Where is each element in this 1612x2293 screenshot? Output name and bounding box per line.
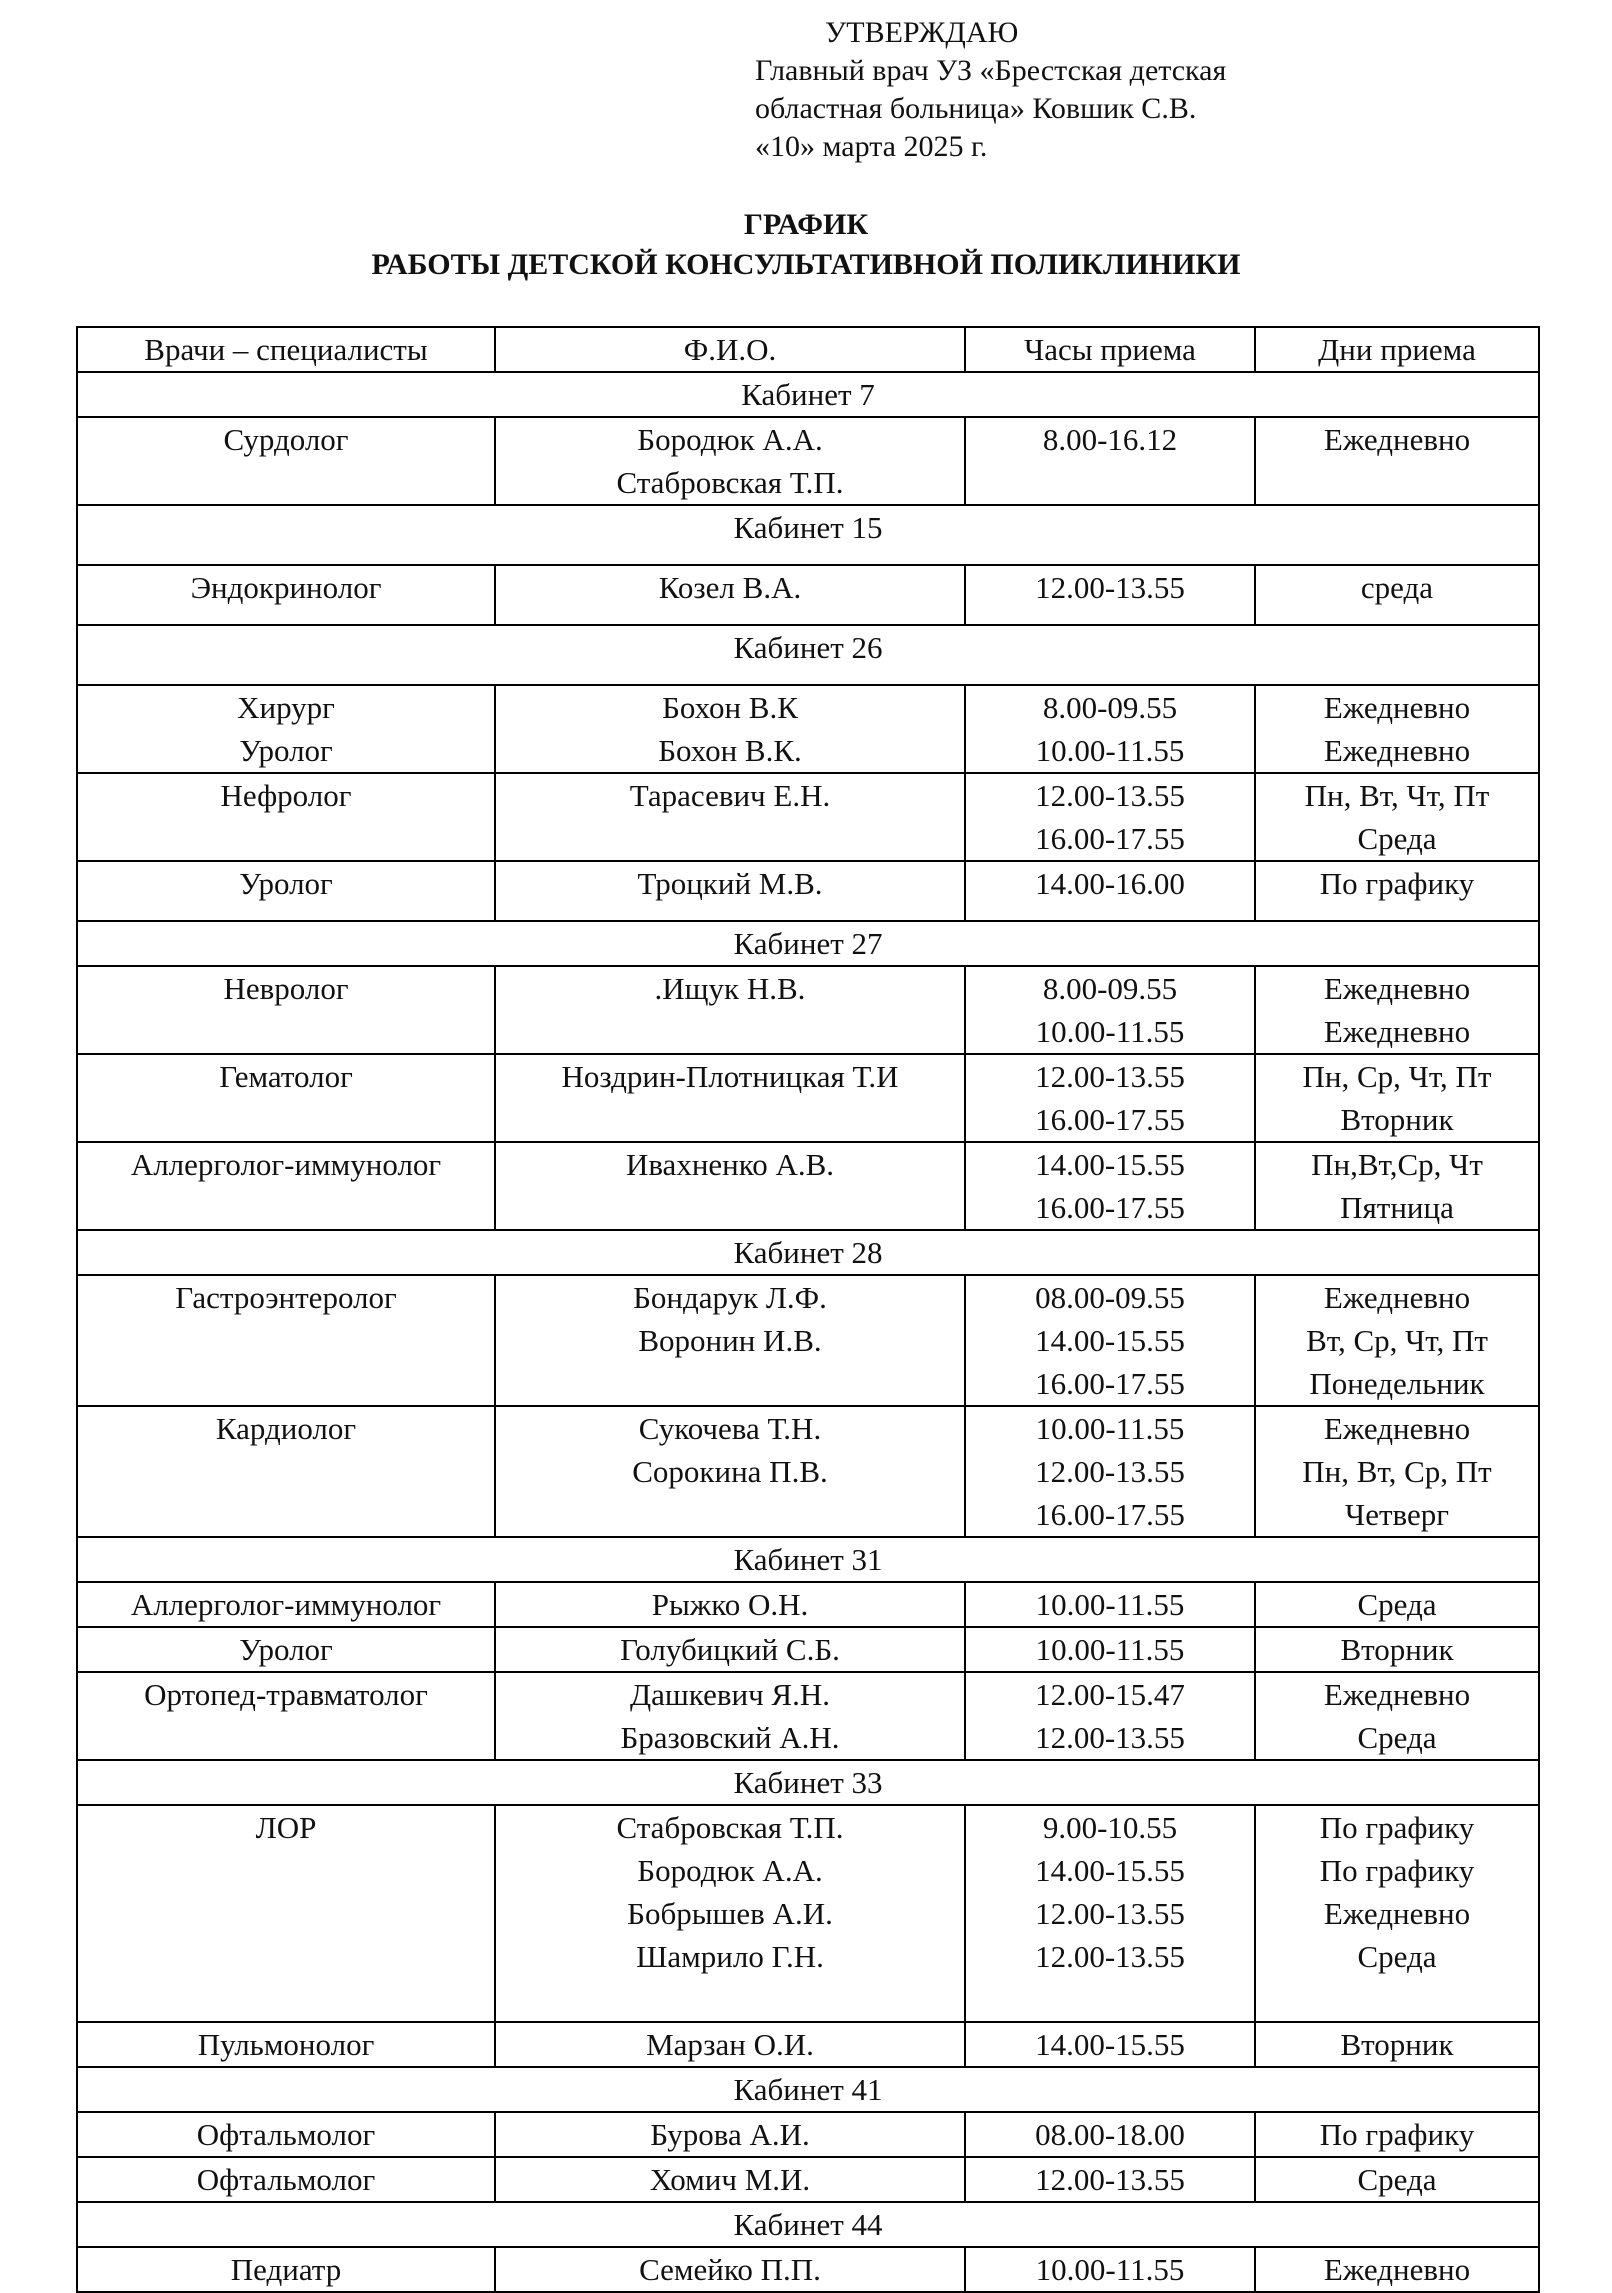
cell-fio [495, 966, 965, 1054]
cell-days-line: Ежедневно [1323, 733, 1471, 768]
cell-specialist-line: Эндокринолог [190, 570, 382, 605]
cabinet-label: Кабинет 31 [77, 1537, 1539, 1582]
cell-days-line: Пятница [1340, 1190, 1454, 1225]
cell-days-line: Вторник [1340, 1102, 1454, 1137]
approval-block [755, 14, 1575, 166]
cell-specialist-line: Нефролог [220, 778, 352, 813]
cell-hours-line: 8.00-16.12 [1042, 422, 1178, 457]
cell-fio [495, 2022, 965, 2067]
header-specialists: Врачи – специалисты [77, 327, 495, 372]
title-line-2: РАБОТЫ ДЕТСКОЙ КОНСУЛЬТАТИВНОЙ ПОЛИКЛИНИКИ [371, 248, 1241, 281]
cell-fio-line: Бохон В.К. [658, 733, 802, 768]
cell-hours [965, 1406, 1255, 1537]
cell-days-line: Вт, Ср, Чт, Пт [1306, 1323, 1488, 1358]
cell-fio-line: .Ищук Н.В. [654, 971, 806, 1006]
cell-days [1255, 1672, 1539, 1760]
approval-date: «10» марта 2025 г. [755, 130, 988, 163]
cell-hours-line: 16.00-17.55 [1035, 821, 1185, 856]
cell-fio-line: Бондарук Л.Ф. [633, 1280, 827, 1315]
cabinet-label: Кабинет 27 [77, 921, 1539, 966]
table-row [77, 773, 1539, 861]
cabinet-row [77, 625, 1539, 685]
cell-specialist-line: Сурдолог [223, 422, 349, 457]
cell-specialist [77, 861, 495, 921]
cell-specialist-line: Невролог [223, 971, 349, 1006]
cell-fio [495, 1054, 965, 1142]
cell-hours-line: 14.00-15.55 [1035, 1853, 1185, 1888]
cell-hours [965, 966, 1255, 1054]
cell-days [1255, 1582, 1539, 1627]
cell-days [1255, 417, 1539, 505]
cell-days-line: Пн, Вт, Чт, Пт [1304, 778, 1490, 813]
cell-days [1255, 1406, 1539, 1537]
cell-days [1255, 1054, 1539, 1142]
cell-fio-line: Семейко П.П. [639, 2252, 821, 2287]
cell-days [1255, 861, 1539, 921]
table-row [77, 2022, 1539, 2067]
cell-hours-line: 16.00-17.55 [1035, 1497, 1185, 1532]
cell-fio [495, 861, 965, 921]
cell-hours-line: 12.00-13.55 [1035, 1939, 1185, 1974]
cell-hours-line: 9.00-10.55 [1042, 1810, 1178, 1845]
cell-days-line: Ежедневно [1323, 1896, 1471, 1931]
cell-days-line: Ежедневно [1323, 971, 1471, 1006]
cell-fio-line: Стабровская Т.П. [616, 1810, 844, 1845]
cell-hours [965, 1672, 1255, 1760]
table-row [77, 565, 1539, 625]
table-row [77, 2112, 1539, 2157]
cell-days [1255, 1142, 1539, 1230]
cell-hours-line: 10.00-11.55 [1035, 1587, 1185, 1622]
cell-hours-line: 12.00-13.55 [1035, 2162, 1185, 2197]
cell-specialist [77, 1142, 495, 1230]
cell-hours-line: 14.00-15.55 [1035, 1323, 1185, 1358]
cell-specialist [77, 565, 495, 625]
table-row [77, 1805, 1539, 2022]
cabinet-row [77, 1760, 1539, 1805]
cell-hours-line: 8.00-09.55 [1042, 690, 1178, 725]
cell-hours-line: 14.00-15.55 [1035, 1147, 1185, 1182]
cabinet-row [77, 1230, 1539, 1275]
cell-days-line: Среда [1357, 821, 1437, 856]
cabinet-label: Кабинет 41 [77, 2067, 1539, 2112]
cell-specialist [77, 417, 495, 505]
cell-specialist [77, 1054, 495, 1142]
cell-days-line: Четверг [1345, 1497, 1449, 1532]
header-fio: Ф.И.О. [495, 327, 965, 372]
cell-days-line: По графику [1319, 866, 1475, 901]
cabinet-row [77, 2202, 1539, 2247]
cell-days [1255, 1805, 1539, 2022]
cell-fio [495, 417, 965, 505]
cabinet-label: Кабинет 28 [77, 1230, 1539, 1275]
cell-specialist [77, 966, 495, 1054]
cell-fio-line: Воронин И.В. [638, 1323, 822, 1358]
cell-hours-line: 10.00-11.55 [1035, 733, 1185, 768]
cell-specialist-line: Аллерголог-иммунолог [130, 1587, 442, 1622]
table-row [77, 2247, 1539, 2292]
cell-days-line: среда [1360, 570, 1434, 605]
cell-days [1255, 2022, 1539, 2067]
cell-fio [495, 1627, 965, 1672]
cell-days-line: Пн, Ср, Чт, Пт [1302, 1059, 1492, 1094]
cell-specialist [77, 2157, 495, 2202]
cell-hours-line: 12.00-13.55 [1035, 570, 1185, 605]
cell-hours-line: 12.00-13.55 [1035, 1720, 1185, 1755]
cell-hours-line: 12.00-13.55 [1035, 778, 1185, 813]
header-days: Дни приема [1255, 327, 1539, 372]
cell-days-line: Пн,Вт,Ср, Чт [1311, 1147, 1483, 1182]
cell-specialist-line: Офтальмолог [196, 2162, 376, 2197]
cell-specialist-line: Пульмонолог [197, 2027, 375, 2062]
cell-fio [495, 2157, 965, 2202]
cell-hours [965, 1054, 1255, 1142]
cell-days-line: Пн, Вт, Ср, Пт [1302, 1454, 1492, 1489]
cabinet-label: Кабинет 44 [77, 2202, 1539, 2247]
cell-fio-line: Бурова А.И. [650, 2117, 810, 2152]
cabinet-row [77, 1537, 1539, 1582]
cell-hours-line: 12.00-13.55 [1035, 1454, 1185, 1489]
cell-fio-line: Шамрило Г.Н. [636, 1939, 824, 1974]
cell-fio-line: Бохон В.К [662, 690, 798, 725]
table-row [77, 2157, 1539, 2202]
cell-days-line: Вторник [1340, 1632, 1454, 1667]
schedule-body [77, 372, 1539, 2292]
cell-fio-line: Хомич М.И. [649, 2162, 811, 2197]
cell-days [1255, 685, 1539, 773]
table-row [77, 1142, 1539, 1230]
cell-specialist [77, 773, 495, 861]
cell-days-line: Вторник [1340, 2027, 1454, 2062]
cell-specialist-line: Уролог [239, 733, 333, 768]
table-row [77, 861, 1539, 921]
cell-days-line: Ежедневно [1323, 690, 1471, 725]
cell-hours [965, 2157, 1255, 2202]
cell-fio-line: Дашкевич Я.Н. [630, 1677, 830, 1712]
cell-days-line: Ежедневно [1323, 1280, 1471, 1315]
table-row [77, 417, 1539, 505]
cell-fio-line: Козел В.А. [658, 570, 802, 605]
cabinet-label: Кабинет 7 [77, 372, 1539, 417]
cell-hours-line: 10.00-11.55 [1035, 1411, 1185, 1446]
cell-hours [965, 2247, 1255, 2292]
cell-days-line: Среда [1357, 1939, 1437, 1974]
cell-days [1255, 2112, 1539, 2157]
table-row [77, 1627, 1539, 1672]
cell-fio-line: Сорокина П.В. [632, 1454, 828, 1489]
cell-fio [495, 1582, 965, 1627]
cell-fio-line: Ивахненко А.В. [625, 1147, 835, 1182]
cell-hours [965, 2022, 1255, 2067]
cell-days [1255, 773, 1539, 861]
cell-specialist [77, 685, 495, 773]
header-row [77, 327, 1539, 372]
table-row [77, 1582, 1539, 1627]
cell-days-line: По графику [1319, 2117, 1475, 2152]
cell-hours-line: 16.00-17.55 [1035, 1190, 1185, 1225]
cell-hours-line: 16.00-17.55 [1035, 1366, 1185, 1401]
cell-fio [495, 685, 965, 773]
table-row [77, 1275, 1539, 1406]
cell-fio [495, 1275, 965, 1406]
cell-fio-line: Стабровская Т.П. [616, 465, 844, 500]
cabinet-row [77, 2067, 1539, 2112]
cell-specialist [77, 1672, 495, 1760]
cell-days-line: Ежедневно [1323, 1014, 1471, 1049]
cell-hours [965, 773, 1255, 861]
cell-specialist-line: Уролог [239, 1632, 333, 1667]
cabinet-label: Кабинет 15 [77, 505, 1539, 565]
cabinet-label: Кабинет 33 [77, 1760, 1539, 1805]
cell-fio [495, 1672, 965, 1760]
cell-specialist [77, 1406, 495, 1537]
cell-fio-line: Голубицкий С.Б. [620, 1632, 840, 1667]
cell-hours-line: 08.00-18.00 [1035, 2117, 1185, 2152]
cell-fio [495, 1406, 965, 1537]
cell-hours [965, 1275, 1255, 1406]
cell-hours [965, 861, 1255, 921]
cell-days [1255, 2247, 1539, 2292]
table-row [77, 1054, 1539, 1142]
cell-fio-line: Бобрышев А.И. [627, 1896, 833, 1931]
cabinet-label: Кабинет 26 [77, 625, 1539, 685]
cabinet-row [77, 505, 1539, 565]
cell-hours [965, 1582, 1255, 1627]
cell-days [1255, 1627, 1539, 1672]
approval-line: Главный врач УЗ «Брестская детская [755, 54, 1227, 87]
cell-hours-line: 12.00-13.55 [1035, 1896, 1185, 1931]
cell-days-line: Ежедневно [1323, 2252, 1471, 2287]
cell-hours-line: 14.00-16.00 [1035, 866, 1185, 901]
cell-days [1255, 966, 1539, 1054]
cell-fio-line: Бородюк А.А. [637, 1853, 823, 1888]
cell-days [1255, 565, 1539, 625]
cell-fio-line: Рыжко О.Н. [651, 1587, 809, 1622]
cell-days-line: По графику [1319, 1853, 1475, 1888]
cell-hours-line: 8.00-09.55 [1042, 971, 1178, 1006]
cell-hours [965, 565, 1255, 625]
cell-days-line: Ежедневно [1323, 1411, 1471, 1446]
cell-specialist-line: Ортопед-травматолог [144, 1677, 428, 1712]
approval-heading: УТВЕРЖДАЮ [825, 16, 1019, 49]
table-row [77, 685, 1539, 773]
cell-hours-line: 16.00-17.55 [1035, 1102, 1185, 1137]
cell-days [1255, 1275, 1539, 1406]
cell-specialist [77, 1627, 495, 1672]
cell-hours [965, 685, 1255, 773]
schedule-table [76, 326, 1540, 2293]
cell-days-line: Понедельник [1309, 1366, 1485, 1401]
cell-specialist [77, 1275, 495, 1406]
cell-fio [495, 565, 965, 625]
header-hours: Часы приема [965, 327, 1255, 372]
cell-fio-line: Троцкий М.В. [637, 866, 823, 901]
cell-fio-line: Сукочева Т.Н. [638, 1411, 822, 1446]
cell-fio-line: Ноздрин-Плотницкая Т.И [561, 1059, 899, 1094]
cell-specialist-line: Гастроэнтеролог [175, 1280, 397, 1315]
cell-days-line: Среда [1357, 1720, 1437, 1755]
cell-specialist-line: Хирург [237, 690, 335, 725]
cell-specialist [77, 2247, 495, 2292]
cell-fio-line: Бородюк А.А. [637, 422, 823, 457]
cell-hours-line: 10.00-11.55 [1035, 1014, 1185, 1049]
cell-specialist-line: Аллерголог-иммунолог [130, 1147, 442, 1182]
table-row [77, 1672, 1539, 1760]
cell-fio-line: Марзан О.И. [646, 2027, 814, 2062]
cell-specialist [77, 2022, 495, 2067]
cell-hours [965, 2112, 1255, 2157]
cell-days-line: Среда [1357, 1587, 1437, 1622]
cell-hours-line: 10.00-11.55 [1035, 2252, 1185, 2287]
cell-days-line: Ежедневно [1323, 1677, 1471, 1712]
cell-specialist-line: Кардиолог [215, 1411, 357, 1446]
cell-specialist [77, 1582, 495, 1627]
cell-hours [965, 1142, 1255, 1230]
cell-specialist-line: Уролог [239, 866, 333, 901]
table-row [77, 966, 1539, 1054]
cell-hours-line: 12.00-15.47 [1035, 1677, 1185, 1712]
cell-specialist-line: Гематолог [219, 1059, 353, 1094]
cell-fio-line: Бразовский А.Н. [620, 1720, 840, 1755]
title-line-1: ГРАФИК [743, 208, 869, 241]
cell-days [1255, 2157, 1539, 2202]
cell-fio [495, 1805, 965, 2022]
approval-line: областная больница» Ковшик С.В. [755, 92, 1197, 125]
cell-fio-line: Тарасевич Е.Н. [629, 778, 831, 813]
cell-specialist [77, 2112, 495, 2157]
cell-fio [495, 2112, 965, 2157]
table-row [77, 1406, 1539, 1537]
cell-fio [495, 2247, 965, 2292]
cell-days-line: Среда [1357, 2162, 1437, 2197]
cell-hours-line: 14.00-15.55 [1035, 2027, 1185, 2062]
cell-specialist [77, 1805, 495, 2022]
cell-hours-line: 10.00-11.55 [1035, 1632, 1185, 1667]
cabinet-row [77, 372, 1539, 417]
cell-hours [965, 1627, 1255, 1672]
cell-hours-line: 12.00-13.55 [1035, 1059, 1185, 1094]
cell-fio [495, 773, 965, 861]
cabinet-row [77, 921, 1539, 966]
cell-hours [965, 417, 1255, 505]
cell-specialist-line: ЛОР [255, 1810, 317, 1845]
document-title [0, 205, 1612, 285]
cell-fio [495, 1142, 965, 1230]
cell-specialist-line: Офтальмолог [196, 2117, 376, 2152]
cell-hours [965, 1805, 1255, 2022]
cell-specialist-line: Педиатр [230, 2252, 342, 2287]
cell-hours-line: 08.00-09.55 [1035, 1280, 1185, 1315]
cell-days-line: Ежедневно [1323, 422, 1471, 457]
cell-days-line: По графику [1319, 1810, 1475, 1845]
